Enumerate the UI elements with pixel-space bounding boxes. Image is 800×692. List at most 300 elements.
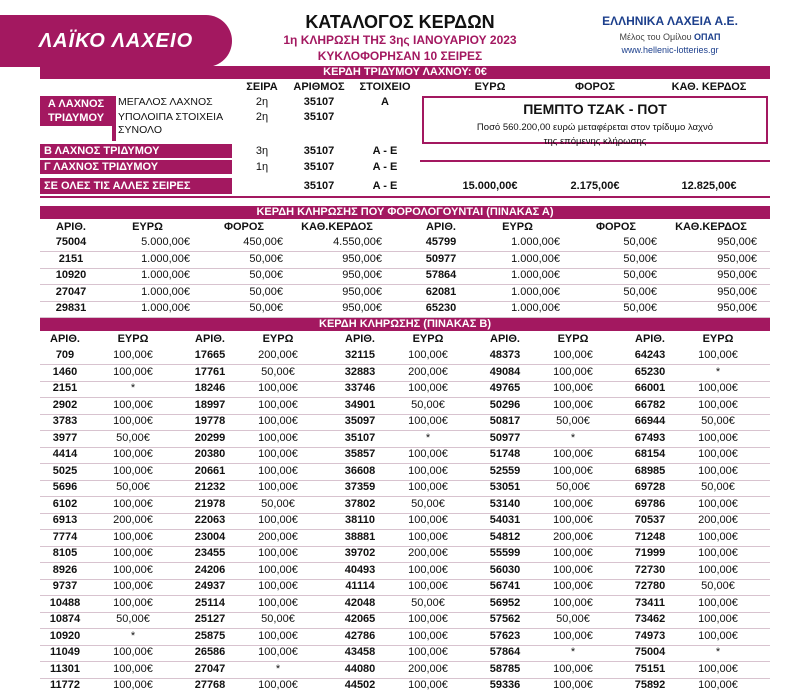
table-b-value: 100,00€ — [553, 563, 593, 576]
table-a-number: 75004 — [55, 236, 87, 248]
table-b-value: 100,00€ — [258, 514, 298, 526]
table-b-number: 25114 — [195, 596, 225, 609]
table-b-number: 23004 — [194, 530, 226, 543]
table-b-number: 66001 — [634, 382, 666, 394]
table-b-value: 50,00€ — [701, 415, 735, 427]
table-b-number: 18997 — [194, 398, 226, 411]
table-b-banner: ΚΕΡΔΗ ΚΛΗΡΩΣΗΣ (ΠΙΝΑΚΑΣ Β) — [40, 318, 770, 331]
table-b-number: 72730 — [634, 563, 666, 576]
table-b-number: 10920 — [49, 629, 81, 642]
table-a-header: ΑΡΙΘ. — [426, 221, 456, 233]
table-b-value: 100,00€ — [698, 613, 738, 625]
table-b-value: 100,00€ — [113, 580, 153, 592]
table-a-value: 50,00€ — [249, 252, 283, 265]
table-b-number: 38110 — [345, 514, 375, 526]
triple-all-label: ΣΕ ΟΛΕΣ ΤΙΣ ΑΛΛΕΣ ΣΕΙΡΕΣ — [40, 178, 232, 194]
table-a-number: 62081 — [425, 285, 457, 298]
brand-member-line — [580, 32, 760, 42]
triple-all-net: 12.825,00€ — [681, 180, 737, 192]
table-b-number: 68985 — [634, 464, 666, 477]
table-b-number: 57623 — [489, 629, 521, 642]
table-b-number: 2151 — [52, 382, 78, 394]
table-a-value: 950,00€ — [342, 302, 382, 314]
table-b-number: 11772 — [50, 679, 80, 691]
table-b-value: 100,00€ — [258, 398, 298, 411]
a-row-element: A — [381, 96, 389, 108]
table-b-number: 54812 — [489, 530, 521, 543]
table-a-header: ΚΑΘ.ΚΕΡΔΟΣ — [675, 221, 747, 233]
table-b-number: 53051 — [489, 481, 521, 493]
table-a-header: ΕΥΡΩ — [502, 221, 533, 233]
table-b-value: 200,00€ — [553, 530, 593, 543]
table-b-number: 75892 — [634, 679, 666, 691]
table-b-value: 50,00€ — [116, 481, 150, 493]
table-b-number: 17761 — [194, 365, 226, 378]
table-b-number: 3783 — [52, 415, 78, 427]
table-b-value: 100,00€ — [553, 365, 593, 378]
table-b-value: 100,00€ — [698, 596, 738, 609]
table-a-value: 50,00€ — [249, 269, 283, 281]
table-b-value: 50,00€ — [701, 580, 735, 592]
table-b-value: 100,00€ — [113, 365, 153, 378]
table-b-value: 100,00€ — [258, 563, 298, 576]
table-b-value: 100,00€ — [258, 431, 298, 444]
table-b-value: * — [130, 629, 136, 642]
laiko-lottery-logo — [0, 15, 232, 67]
triple-g_row-series: 1η — [255, 161, 269, 173]
table-b-value: 50,00€ — [556, 613, 590, 625]
table-b-value: 100,00€ — [553, 464, 593, 477]
table-b-number: 36608 — [344, 464, 376, 477]
table-a-value: 1.000,00€ — [141, 252, 190, 265]
table-b-number-header: ΑΡΙΘ. — [195, 333, 225, 345]
table-a-number: 29831 — [55, 302, 87, 314]
table-a-value: 1.000,00€ — [511, 236, 560, 248]
table-b-value: 200,00€ — [698, 514, 738, 526]
table-b-number: 17665 — [194, 349, 226, 361]
triple-column-header: ΦΟΡΟΣ — [574, 81, 616, 93]
table-b-number: 18246 — [194, 382, 226, 394]
triple-column-header: ΣΕΙΡΑ — [246, 81, 278, 93]
table-b-number: 44080 — [344, 662, 376, 675]
table-b-value: 100,00€ — [553, 382, 593, 394]
table-b-value: 50,00€ — [701, 481, 735, 493]
triple-b_row-label: Β ΛΑΧΝΟΣ ΤΡΙΔΥΜΟΥ — [40, 144, 232, 158]
table-b-number: 71999 — [634, 547, 666, 559]
table-b-number: 51748 — [489, 448, 521, 460]
table-a-value: 50,00€ — [623, 285, 657, 298]
table-b-number: 37359 — [344, 481, 376, 493]
triple-b_row-element: A - E — [372, 145, 398, 157]
table-b-value: * — [130, 382, 136, 394]
table-b-number: 64243 — [634, 349, 666, 361]
triple-g_row-label: Γ ΛΑΧΝΟΣ ΤΡΙΔΥΜΟΥ — [40, 160, 232, 174]
table-b-value: 100,00€ — [698, 563, 738, 576]
table-b-number: 35107 — [344, 431, 376, 444]
table-b-number: 3977 — [52, 431, 78, 444]
table-a-number: 57864 — [425, 269, 457, 281]
table-a-header: ΦΟΡΟΣ — [223, 221, 265, 233]
jackpot-box — [422, 96, 768, 147]
a-triple-bar — [112, 96, 116, 141]
table-a-value: 1.000,00€ — [141, 302, 190, 314]
table-b-value: 100,00€ — [698, 448, 738, 460]
a-row-name: ΥΠΟΛΟΙΠΑ ΣΤΟΙΧΕΙΑ ΣΥΝΟΛΟ — [118, 111, 223, 136]
table-a-header: ΕΥΡΩ — [132, 221, 163, 233]
table-b-number: 73411 — [635, 596, 665, 609]
table-a-value: 50,00€ — [623, 252, 657, 265]
triple-all-tax: 2.175,00€ — [570, 180, 620, 192]
jackpot-title: ΠΕΜΠΤΟ ΤΖΑΚ - ΠΟΤ — [523, 101, 667, 117]
table-b-value: 50,00€ — [116, 431, 150, 444]
table-b-value: 100,00€ — [113, 563, 153, 576]
table-b-number: 20380 — [194, 448, 226, 460]
table-a-banner: ΚΕΡΔΗ ΚΛΗΡΩΣΗΣ ΠΟΥ ΦΟΡΟΛΟΓΟΥΝΤΑΙ (ΠΙΝΑΚΑΣ Α) — [40, 206, 770, 219]
table-b-value-header: ΕΥΡΩ — [262, 333, 294, 345]
table-b-value: * — [570, 646, 576, 658]
table-b-number: 10874 — [49, 613, 81, 625]
table-b-value: 100,00€ — [258, 382, 298, 394]
a-row-number: 35107 — [303, 111, 335, 123]
table-b-number: 57864 — [489, 646, 521, 658]
table-b-value: 100,00€ — [258, 629, 298, 642]
table-b-number: 35097 — [344, 415, 376, 427]
table-b-number: 59336 — [489, 679, 521, 691]
table-b-value: 100,00€ — [553, 497, 593, 510]
table-b-number: 6913 — [52, 514, 78, 526]
brand-member-text: Μέλος του Ομίλου — [619, 32, 692, 42]
table-b-value: 100,00€ — [113, 646, 153, 658]
table-b-number: 34901 — [344, 398, 376, 411]
table-a-value: 1.000,00€ — [511, 252, 560, 265]
table-b-number: 32883 — [344, 365, 376, 378]
table-b-number: 2902 — [52, 398, 78, 411]
table-b-value-header: ΕΥΡΩ — [702, 333, 734, 345]
table-b-number: 56741 — [489, 580, 521, 592]
table-b-number-header: ΑΡΙΘ. — [50, 333, 80, 345]
table-b-number: 41114 — [345, 580, 375, 592]
table-b-number: 42786 — [344, 629, 376, 642]
table-b-number: 25875 — [194, 629, 226, 642]
a-row-number: 35107 — [303, 96, 335, 108]
table-a-value: 1.000,00€ — [511, 302, 560, 314]
table-b-value: 200,00€ — [408, 662, 448, 675]
table-b-value: 100,00€ — [553, 514, 593, 526]
table-a-header: ΚΑΘ.ΚΕΡΔΟΣ — [301, 221, 373, 233]
table-b-number: 50296 — [489, 398, 521, 411]
table-b-number: 9737 — [52, 580, 78, 592]
jackpot-description — [424, 121, 766, 149]
table-b-value: 100,00€ — [113, 662, 153, 675]
table-a-header: ΑΡΙΘ. — [56, 221, 86, 233]
a-row-series: 2η — [255, 96, 269, 108]
table-a-value: 450,00€ — [243, 236, 283, 248]
triple-column-header: ΕΥΡΩ — [474, 81, 506, 93]
table-b-number: 24937 — [194, 580, 226, 592]
table-b-number: 56030 — [489, 563, 521, 576]
table-b-value: 100,00€ — [408, 464, 448, 477]
table-b-value: 100,00€ — [408, 646, 448, 658]
table-b-number: 8926 — [52, 563, 78, 576]
table-b-number: 75004 — [634, 646, 666, 658]
table-b-value: 100,00€ — [113, 398, 153, 411]
triple-column-header: ΚΑΘ. ΚΕΡΔΟΣ — [671, 81, 747, 93]
table-b-value: 100,00€ — [408, 514, 448, 526]
table-b-number: 73462 — [634, 613, 666, 625]
table-a-value: 950,00€ — [717, 302, 757, 314]
table-b-number: 66944 — [634, 415, 666, 427]
table-b-value: 100,00€ — [258, 481, 298, 493]
table-b-value: 100,00€ — [698, 382, 738, 394]
table-b-number: 75151 — [634, 662, 666, 675]
table-a-number: 50977 — [425, 252, 457, 265]
table-b-value: 100,00€ — [553, 629, 593, 642]
table-b-number: 26586 — [194, 646, 226, 658]
triple-column-header: ΣΤΟΙΧΕΙΟ — [359, 81, 411, 93]
table-a-value: 1.000,00€ — [511, 269, 560, 281]
table-b-value: 50,00€ — [411, 596, 445, 609]
table-a-value: 1.000,00€ — [141, 285, 190, 298]
table-b-value: 100,00€ — [698, 497, 738, 510]
brand-name: ΕΛΛΗΝΙΚΑ ΛΑΧΕΙΑ Α.Ε. — [602, 14, 738, 28]
series-subtitle: ΚΥΚΛΟΦΟΡΗΣΑΝ 10 ΣΕΙΡΕΣ — [317, 49, 483, 63]
table-b-number: 42048 — [344, 596, 376, 609]
table-b-value: 100,00€ — [258, 547, 298, 559]
table-b-number: 27768 — [194, 679, 226, 691]
table-b-value: 100,00€ — [113, 497, 153, 510]
table-b-number: 23455 — [194, 547, 226, 559]
table-b-number: 56952 — [489, 596, 521, 609]
table-b-value: 200,00€ — [408, 547, 448, 559]
triple-column-header: ΑΡΙΘΜΟΣ — [293, 81, 345, 93]
table-b-value: 200,00€ — [258, 530, 298, 543]
opap-logo: ΟΠΑΠ — [694, 32, 721, 42]
logo-left-text: ΛΑΪΚΟ ΛΑΧΕΙΟ — [38, 29, 194, 52]
table-a-value: 50,00€ — [623, 269, 657, 281]
table-b-value: 100,00€ — [113, 448, 153, 460]
table-b-number: 50817 — [489, 415, 521, 427]
table-b-number: 19778 — [194, 415, 226, 427]
table-b-number: 5025 — [52, 464, 78, 477]
table-a-value: 950,00€ — [342, 252, 382, 265]
table-b-value: 100,00€ — [553, 580, 593, 592]
table-b-value: 100,00€ — [113, 415, 153, 427]
table-b-value: 50,00€ — [261, 497, 295, 510]
triple-b_row-number: 35107 — [303, 145, 335, 157]
table-a-value: 50,00€ — [623, 302, 657, 314]
hellenic-lotteries-logo — [580, 14, 760, 55]
table-b-value: * — [715, 646, 721, 658]
table-b-number: 33746 — [344, 382, 376, 394]
table-b-value: 100,00€ — [113, 596, 153, 609]
table-b-number: 10488 — [49, 596, 81, 609]
table-b-number: 57562 — [489, 613, 521, 625]
table-a-number: 27047 — [55, 285, 87, 298]
a-row-series: 2η — [255, 111, 269, 123]
table-b-value-header: ΕΥΡΩ — [557, 333, 589, 345]
table-b-number: 71248 — [634, 530, 666, 543]
table-a-value: 50,00€ — [249, 285, 283, 298]
table-b-number: 20661 — [194, 464, 226, 477]
table-b-number: 39702 — [344, 547, 376, 559]
table-b-value: 100,00€ — [408, 415, 448, 427]
table-b-number: 37802 — [344, 497, 376, 510]
table-b-value: 100,00€ — [408, 679, 448, 691]
table-b-number: 69786 — [634, 497, 666, 510]
table-b-value: * — [715, 365, 721, 378]
table-b-value: 100,00€ — [408, 580, 448, 592]
table-b-number: 11301 — [50, 662, 80, 675]
table-a-value: 950,00€ — [717, 285, 757, 298]
table-b-value: 50,00€ — [116, 613, 150, 625]
table-b-value: 100,00€ — [258, 596, 298, 609]
table-b-value: 50,00€ — [556, 415, 590, 427]
table-b-value: 100,00€ — [258, 448, 298, 460]
table-a-value: 1.000,00€ — [141, 269, 190, 281]
table-b-value: 100,00€ — [553, 679, 593, 691]
table-b-number: 709 — [55, 349, 75, 361]
table-b-value: 100,00€ — [113, 547, 153, 559]
table-a-number: 10920 — [55, 269, 87, 281]
table-b-value: 100,00€ — [258, 580, 298, 592]
triple-all-number: 35107 — [303, 180, 335, 192]
a-row-name: ΜΕΓΑΛΟΣ ΛΑΧΝΟΣ — [118, 96, 213, 108]
table-b-value: 100,00€ — [698, 530, 738, 543]
table-b-value: 100,00€ — [698, 398, 738, 411]
table-b-number: 1460 — [52, 365, 78, 378]
table-a-value: 4.550,00€ — [333, 236, 382, 248]
triple-b_row-series: 3η — [255, 145, 269, 157]
table-b-value: * — [570, 431, 576, 444]
table-b-value: 100,00€ — [553, 596, 593, 609]
table-b-number: 24206 — [194, 563, 226, 576]
table-b-number: 74973 — [634, 629, 666, 642]
table-a-value: 950,00€ — [717, 236, 757, 248]
table-b-number: 38881 — [344, 530, 376, 543]
table-b-value: 100,00€ — [553, 349, 593, 361]
table-a-value: 950,00€ — [342, 285, 382, 298]
table-b-value: 100,00€ — [258, 679, 298, 691]
table-a-number: 65230 — [425, 302, 457, 314]
table-b-value: 100,00€ — [258, 415, 298, 427]
table-b-number: 67493 — [634, 431, 666, 444]
table-a-value: 5.000,00€ — [141, 236, 190, 248]
table-b-number: 21978 — [194, 497, 226, 510]
table-b-value: 100,00€ — [408, 481, 448, 493]
table-b-value: 100,00€ — [698, 431, 738, 444]
table-b-value: 100,00€ — [698, 662, 738, 675]
triple-all-euro: 15.000,00€ — [462, 180, 518, 192]
table-b-value: 100,00€ — [408, 530, 448, 543]
page-title: ΚΑΤΑΛΟΓΟΣ ΚΕΡΔΩΝ — [305, 12, 495, 32]
table-b-number: 27047 — [194, 662, 226, 675]
table-b-number: 54031 — [489, 514, 521, 526]
table-a-value: 950,00€ — [342, 269, 382, 281]
table-b-value: 100,00€ — [553, 662, 593, 675]
table-b-value: 100,00€ — [408, 448, 448, 460]
draw-date-subtitle: 1η ΚΛΗΡΩΣΗ ΤΗΣ 3ης ΙΑΝΟΥΑΡΙΟΥ 2023 — [283, 33, 517, 47]
table-b-number: 55599 — [489, 547, 521, 559]
table-b-value: 100,00€ — [553, 448, 593, 460]
table-b-number-header: ΑΡΙΘ. — [635, 333, 665, 345]
table-b-number: 6102 — [52, 497, 78, 510]
table-b-number: 32115 — [345, 349, 375, 361]
table-b-value: 100,00€ — [408, 382, 448, 394]
table-b-number: 69728 — [634, 481, 666, 493]
table-b-number: 52559 — [489, 464, 521, 477]
table-b-value: 100,00€ — [698, 464, 738, 477]
table-b-number: 40493 — [344, 563, 376, 576]
table-b-number: 5696 — [52, 481, 78, 493]
table-b-value: 100,00€ — [408, 613, 448, 625]
table-b-number: 11049 — [50, 646, 80, 658]
table-a-value: 50,00€ — [623, 236, 657, 248]
table-b-number: 7774 — [52, 530, 78, 543]
table-b-number: 35857 — [344, 448, 376, 460]
table-b-number: 58785 — [489, 662, 521, 675]
table-b-value: * — [425, 431, 431, 444]
table-b-value: 100,00€ — [408, 349, 448, 361]
table-b-number: 53140 — [489, 497, 521, 510]
table-b-value: 200,00€ — [113, 514, 153, 526]
table-b-value: 100,00€ — [113, 349, 153, 361]
table-b-number: 4414 — [52, 448, 78, 460]
table-a-value: 950,00€ — [717, 252, 757, 265]
table-b-number: 50977 — [489, 431, 521, 444]
a-triple-label: Α ΛΑΧΝΟΣ ΤΡΙΔΥΜΟΥ — [40, 96, 112, 126]
triple-divider-line — [420, 160, 770, 162]
table-b-value: 100,00€ — [698, 547, 738, 559]
table-b-value: 100,00€ — [258, 646, 298, 658]
table-b-number: 68154 — [634, 448, 666, 460]
table-b-value: 100,00€ — [698, 679, 738, 691]
table-b-value: 200,00€ — [408, 365, 448, 378]
table-b-value: 50,00€ — [411, 497, 445, 510]
table-b-value: 50,00€ — [411, 398, 445, 411]
table-b-number-header: ΑΡΙΘ. — [490, 333, 520, 345]
triple-g_row-element: A - E — [372, 161, 398, 173]
table-b-value: 50,00€ — [261, 613, 295, 625]
table-b-value: 100,00€ — [408, 629, 448, 642]
triple-all-element: A - E — [372, 180, 398, 192]
table-a-value: 950,00€ — [717, 269, 757, 281]
table-b-value-header: ΕΥΡΩ — [412, 333, 444, 345]
table-b-number: 48373 — [489, 349, 521, 361]
table-b-number: 44502 — [344, 679, 376, 691]
table-a-value: 1.000,00€ — [511, 285, 560, 298]
table-b-value: 50,00€ — [261, 365, 295, 378]
table-a-number: 45799 — [425, 236, 457, 248]
table-b-value: 100,00€ — [408, 563, 448, 576]
table-b-number: 66782 — [634, 398, 666, 411]
table-b-number: 20299 — [194, 431, 226, 444]
table-a-value: 50,00€ — [249, 302, 283, 314]
table-b-number: 8105 — [52, 547, 78, 559]
triple-bottom-line — [40, 196, 770, 198]
table-b-value: 100,00€ — [553, 398, 593, 411]
table-b-number: 22063 — [194, 514, 226, 526]
table-b-value: * — [275, 662, 281, 675]
jackpot-text-2: της επόμενης κλήρωσης — [543, 136, 647, 147]
table-b-value-header: ΕΥΡΩ — [117, 333, 149, 345]
table-b-number: 49765 — [489, 382, 521, 394]
table-b-number: 49084 — [489, 365, 521, 378]
table-a-number: 2151 — [58, 252, 84, 265]
table-b-number: 21232 — [194, 481, 226, 493]
table-b-value: 100,00€ — [113, 679, 153, 691]
table-b-number: 72780 — [634, 580, 666, 592]
table-b-number: 65230 — [634, 365, 666, 378]
